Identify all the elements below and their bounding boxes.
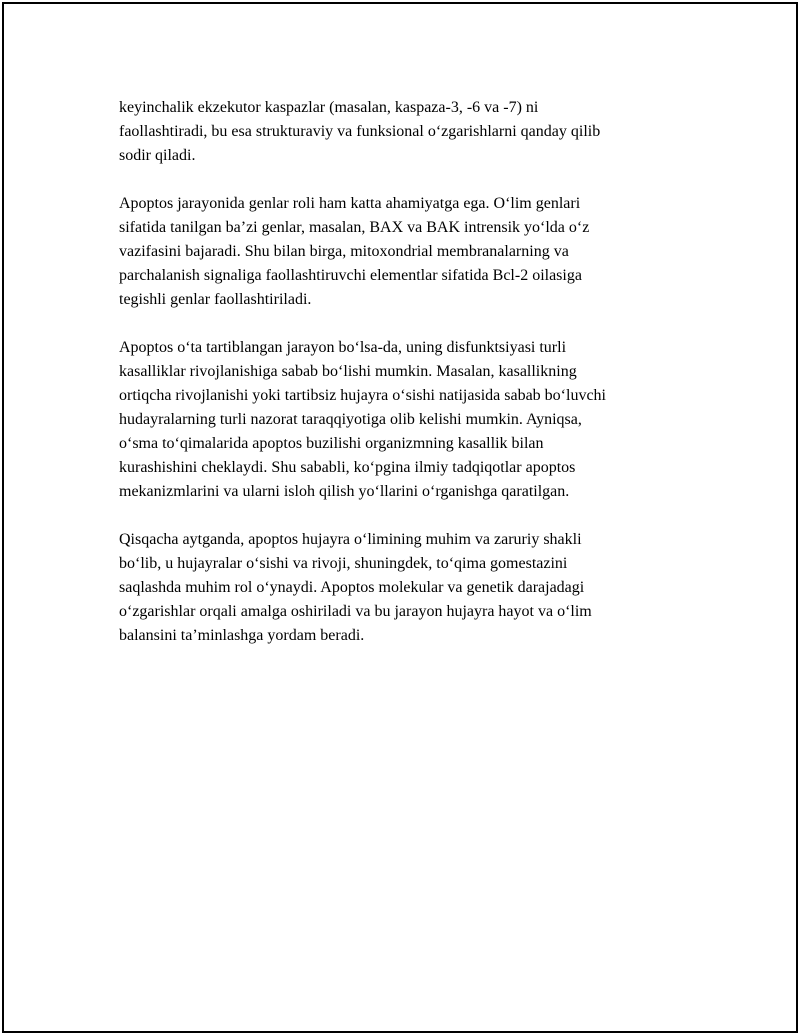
text-line: faollashtiradi, bu esa strukturaviy va funksional o‘zgarishlarni qanday qilib — [119, 123, 601, 140]
text-line: Apoptos jarayonida genlar roli ham katta ahamiyatga ega. O‘lim genlari — [119, 195, 581, 212]
text-line: hudayralarning turli nazorat taraqqiyotiga olib kelishi mumkin. Ayniqsa, — [119, 411, 582, 428]
document-body — [119, 96, 689, 672]
text-line: ortiqcha rivojlanishi yoki tartibsiz hujayra o‘sishi natijasida sabab bo‘luvchi — [119, 387, 606, 404]
text-line: saqlashda muhim rol o‘ynaydi. Apoptos molekular va genetik darajadagi — [119, 579, 585, 596]
text-line: sifatida tanilgan ba’zi genlar, masalan, BAX va BAK intrensik yo‘lda o‘z — [119, 219, 590, 236]
text-line: kurashishini cheklaydi. Shu sababli, ko‘pgina ilmiy tadqiqotlar apoptos — [119, 459, 576, 476]
document-page — [2, 2, 798, 1033]
text-line: o‘sma to‘qimalarida apoptos buzilishi organizmning kasallik bilan — [119, 435, 544, 452]
paragraph-summary — [119, 528, 689, 648]
paragraph-genes-role — [119, 192, 689, 312]
text-line: vazifasini bajaradi. Shu bilan birga, mitoxondrial membranalarning va — [119, 243, 569, 260]
text-line: Apoptos o‘ta tartiblangan jarayon bo‘lsa-da, uning disfunktsiyasi turli — [119, 339, 567, 356]
text-line: bo‘lib, u hujayralar o‘sishi va rivoji, shuningdek, to‘qima gomestazini — [119, 555, 568, 572]
text-line: balansini ta’minlashga yordam beradi. — [119, 627, 365, 644]
text-line: kasalliklar rivojlanishiga sabab bo‘lishi mumkin. Masalan, kasallikning — [119, 363, 577, 380]
text-line: mekanizmlarini va ularni isloh qilish yo‘llarini o‘rganishga qaratilgan. — [119, 483, 570, 500]
text-line: parchalanish signaliga faollashtiruvchi elementlar sifatida Bcl-2 oilasiga — [119, 267, 582, 284]
text-line: keyinchalik ekzekutor kaspazlar (masalan, kaspaza-3, -6 va -7) ni — [119, 99, 539, 116]
text-line: sodir qiladi. — [119, 147, 196, 164]
paragraph-disease-dysfunction — [119, 336, 689, 504]
text-line: o‘zgarishlar orqali amalga oshiriladi va bu jarayon hujayra hayot va o‘lim — [119, 603, 592, 620]
text-line: Qisqacha aytganda, apoptos hujayra o‘limining muhim va zaruriy shakli — [119, 531, 582, 548]
text-line: tegishli genlar faollashtiriladi. — [119, 291, 312, 308]
paragraph-caspase-activation — [119, 96, 689, 168]
